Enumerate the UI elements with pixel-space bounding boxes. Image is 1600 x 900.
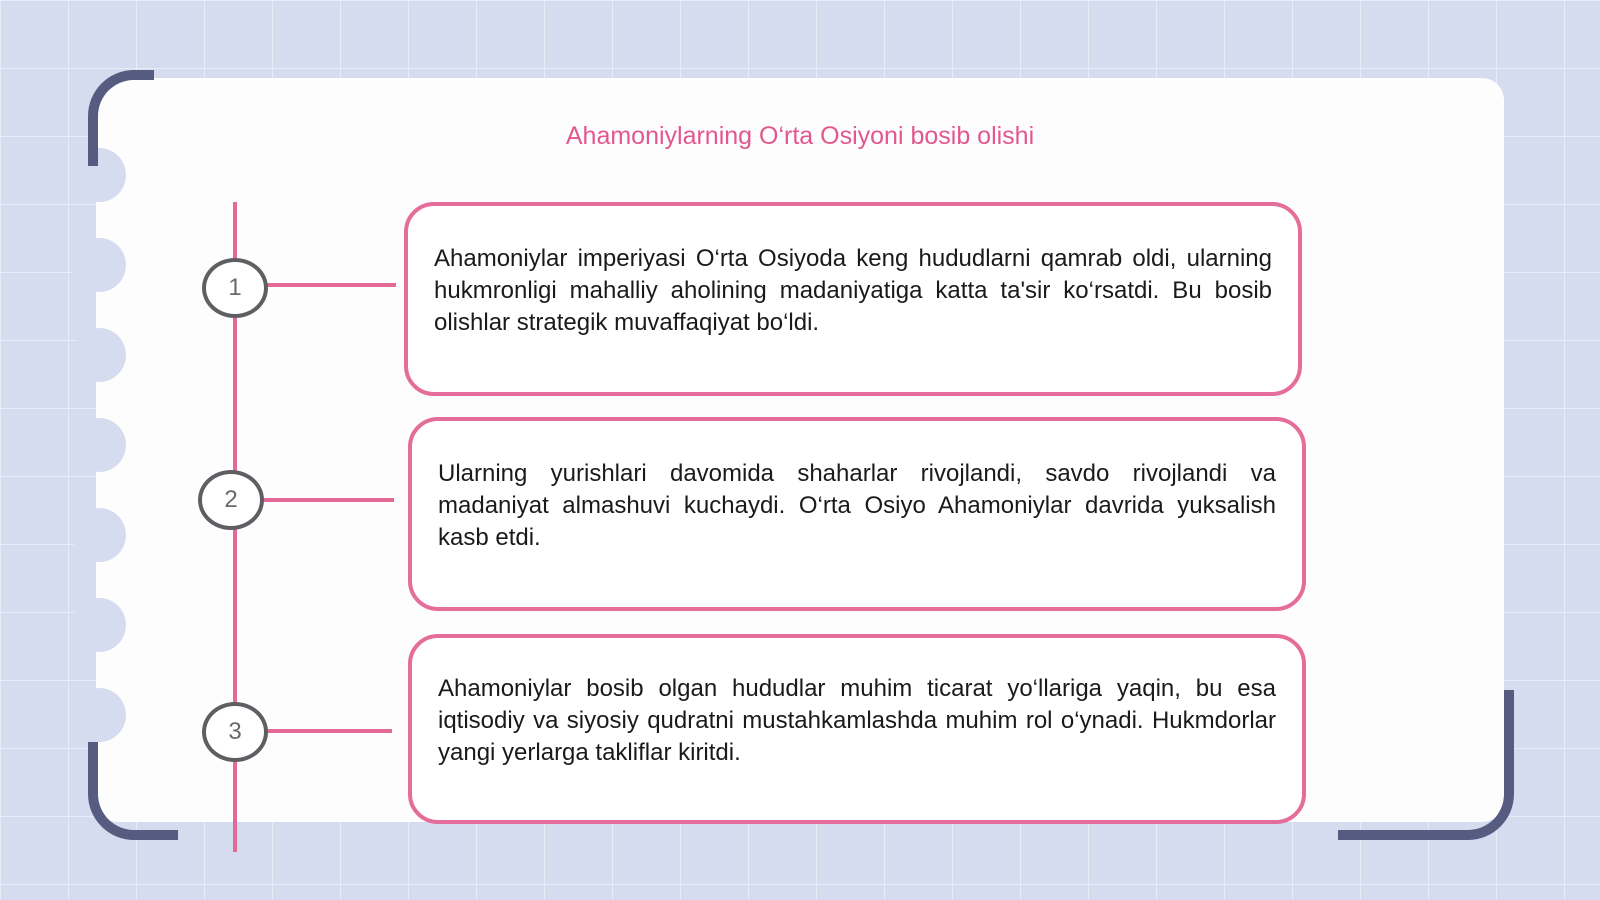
binder-notch xyxy=(72,688,126,742)
step-3-number: 3 xyxy=(202,702,268,762)
step-3-text: Ahamoniylar bosib olgan hududlar muhim ticarat yo‘llariga yaqin, bu esa iqtisodiy va siyosiy qudratni mustahkamlashda muhim rol o‘ynadi. Hukmdorlar yangi yerlarga takliflar kiritdi. xyxy=(438,675,1276,766)
step-1-connector xyxy=(266,283,396,287)
frame-corner-bottom-right xyxy=(1338,690,1514,840)
step-1-number: 1 xyxy=(202,258,268,318)
frame-corner-bottom-left xyxy=(88,742,178,840)
step-2-box xyxy=(408,417,1306,611)
step-2-connector xyxy=(262,498,394,502)
binder-notch xyxy=(72,508,126,562)
step-2-text: Ularning yurishlari davomida shaharlar rivojlandi, savdo rivojlandi va madaniyat almashuvi kuchaydi. O‘rta Osiyo Ahamoniylar davrida yuksalish kasb etdi. xyxy=(438,460,1276,551)
frame-corner-top-left xyxy=(88,70,154,166)
step-2-number: 2 xyxy=(198,470,264,530)
step-1-box xyxy=(404,202,1302,396)
step-3-box xyxy=(408,634,1306,824)
binder-notch xyxy=(72,328,126,382)
binder-notch xyxy=(72,598,126,652)
binder-notch xyxy=(72,418,126,472)
binder-notch xyxy=(72,238,126,292)
step-1-text: Ahamoniylar imperiyasi O‘rta Osiyoda keng hududlarni qamrab oldi, ularning hukmronligi mahalliy aholining madaniyatiga katta ta'sir ko‘rsatdi. Bu bosib olishlar strategik muvaffaqiyat bo‘ldi. xyxy=(434,245,1272,336)
slide-title: Ahamoniylarning O‘rta Osiyoni bosib olishi xyxy=(565,122,1035,150)
step-3-connector xyxy=(266,729,392,733)
